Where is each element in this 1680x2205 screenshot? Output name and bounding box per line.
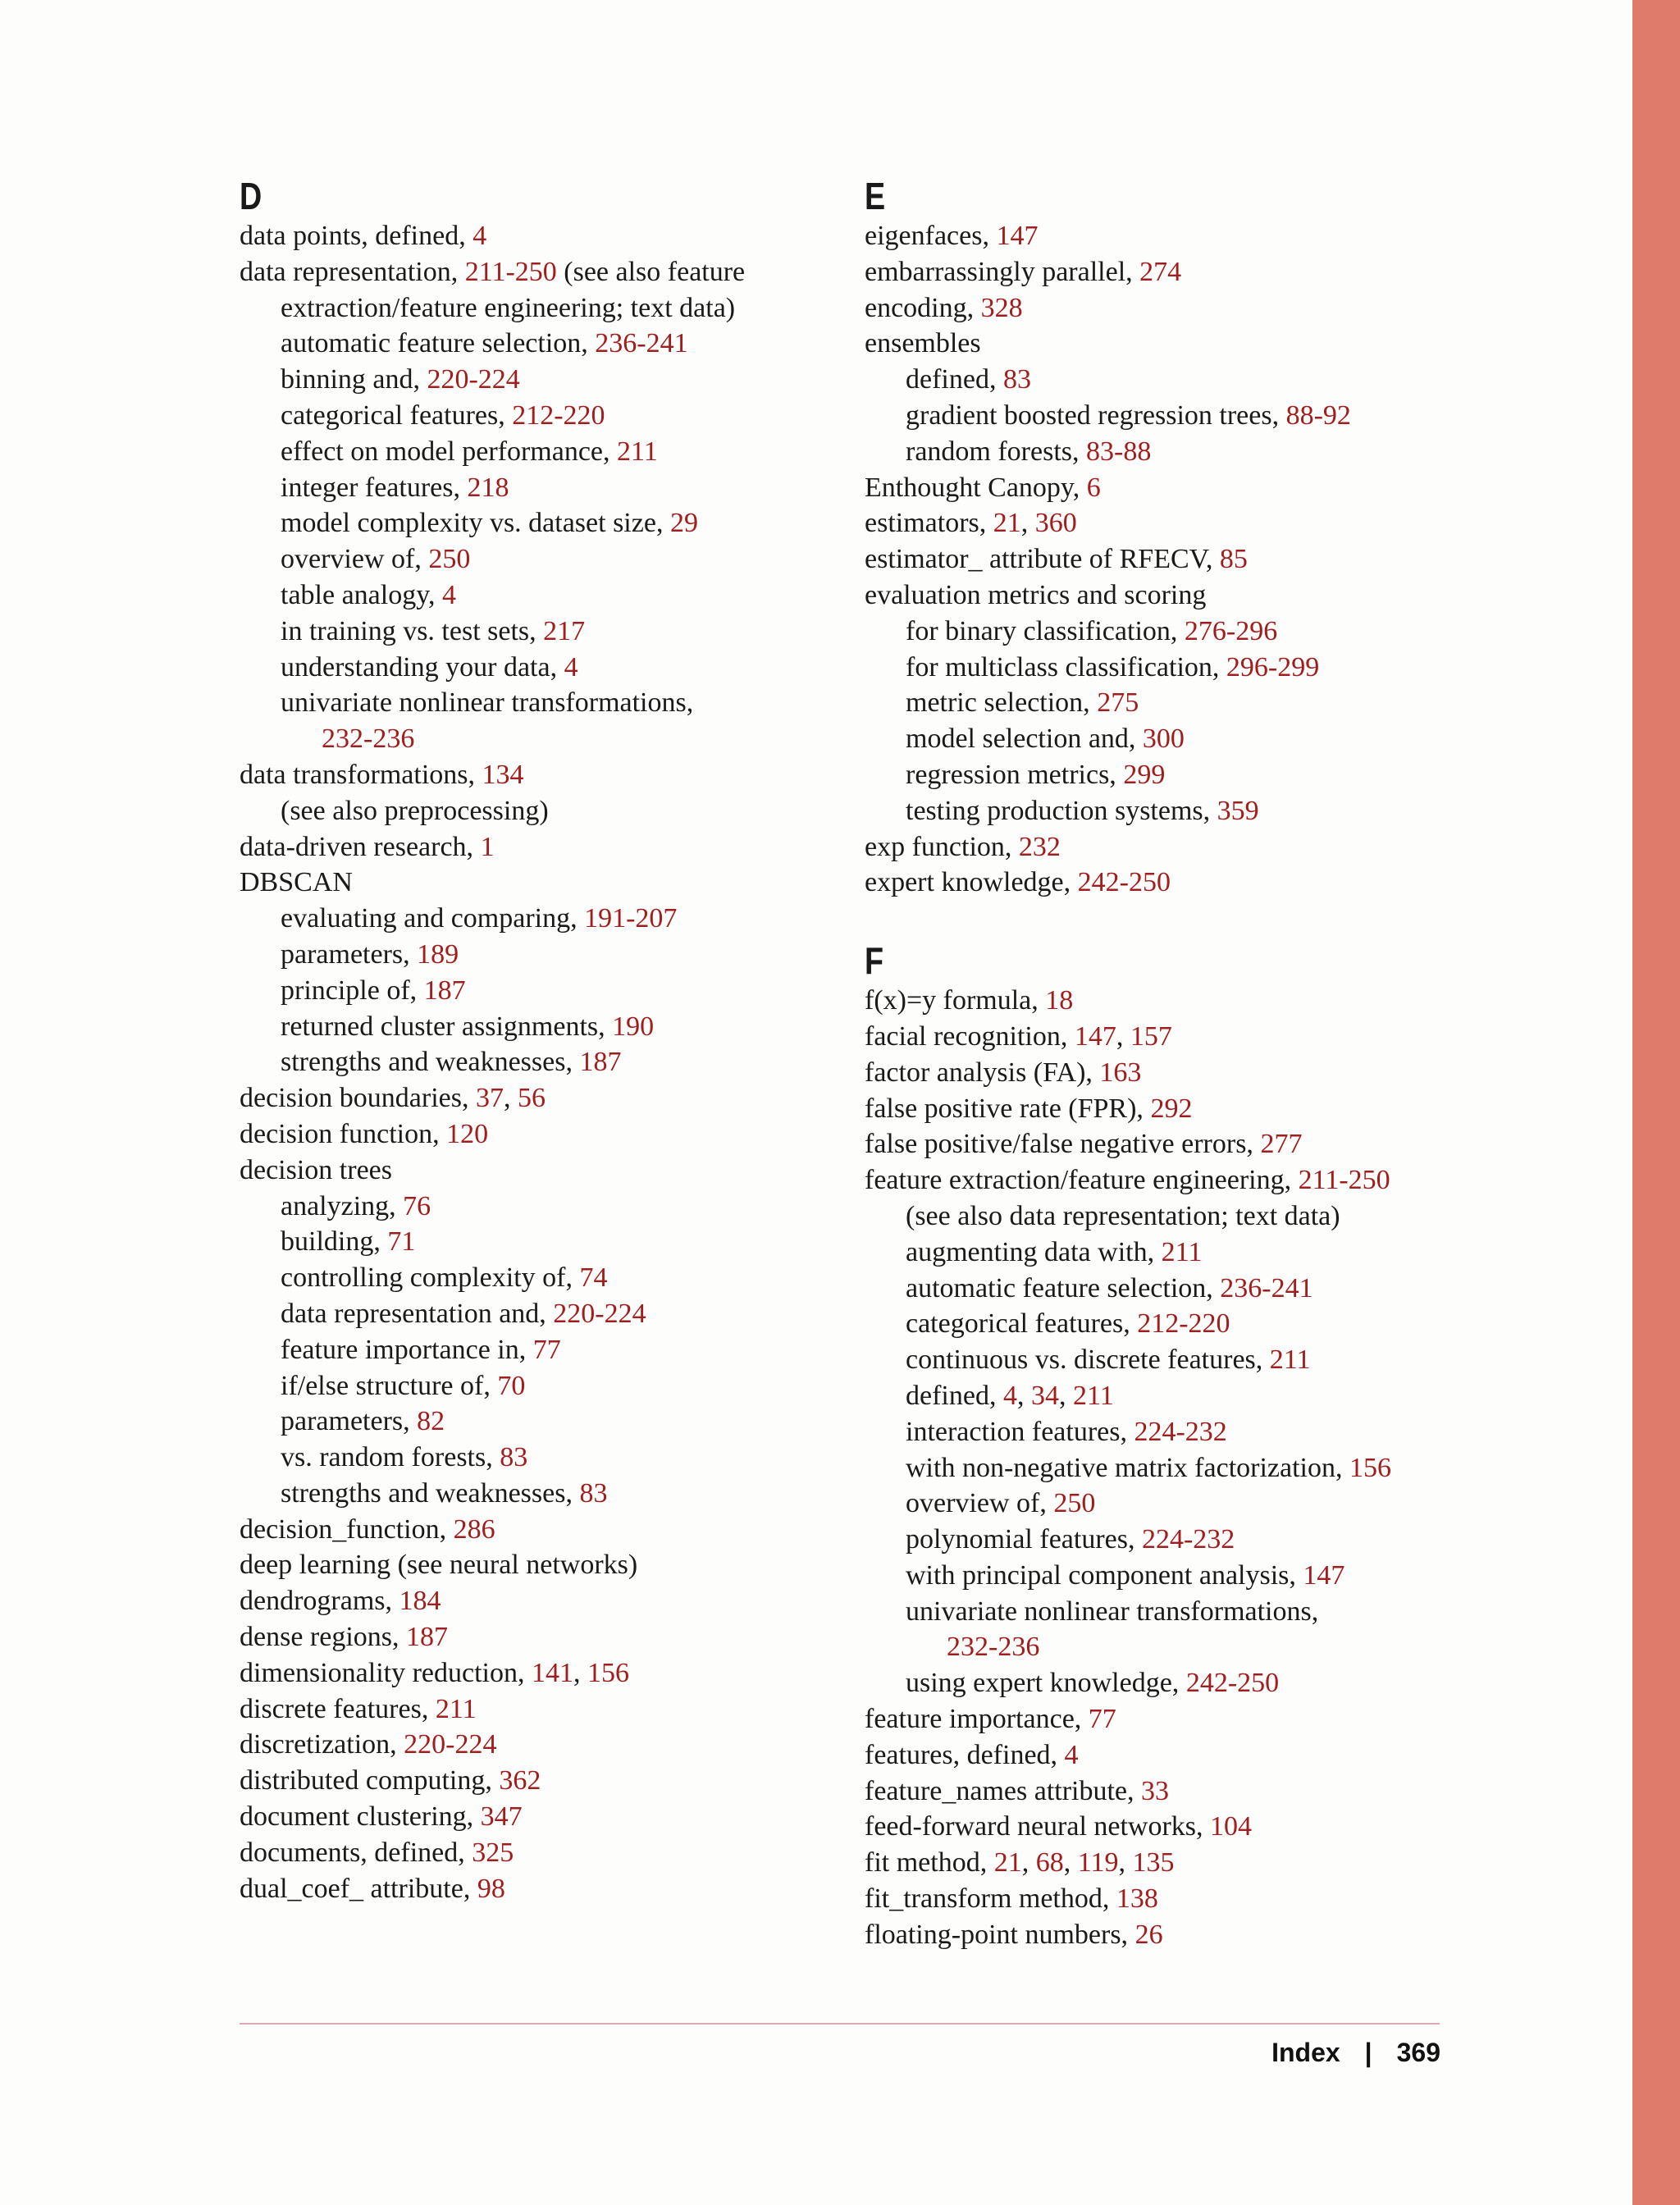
entry-term: for multiclass classification, (906, 651, 1226, 682)
page-ref-link[interactable]: 250 (428, 544, 471, 575)
page-ref-link[interactable]: 88-92 (1285, 399, 1351, 431)
entry-term: decision trees (240, 1154, 392, 1185)
page-ref-link[interactable]: 236-241 (595, 328, 688, 359)
page-ref-link[interactable]: 211 (1269, 1344, 1311, 1376)
index-entry (865, 470, 1472, 506)
index-subentry (865, 1198, 1472, 1235)
index-subentry (865, 1450, 1472, 1486)
index-subentry (240, 1476, 847, 1512)
page-ref-link[interactable]: 6 (1086, 472, 1101, 503)
page-ref-link[interactable]: 242-250 (1077, 867, 1171, 898)
page-ref-link[interactable]: 4 (472, 221, 487, 251)
index-subentry (240, 1260, 847, 1296)
page-ref-link[interactable]: 211 (1161, 1236, 1203, 1267)
page-ref-link[interactable]: 232-236 (322, 724, 415, 755)
page-ref-link[interactable]: 217 (543, 615, 586, 646)
page-ref-link[interactable]: 359 (1217, 795, 1259, 826)
page-ref-link[interactable]: 212-220 (512, 399, 605, 431)
index-entry (240, 1835, 847, 1871)
entry-term: parameters, (281, 1406, 418, 1437)
entry-term: feature importance in, (281, 1334, 533, 1365)
page-ref-link[interactable]: 232 (1018, 831, 1061, 862)
page-ref-link[interactable]: 286 (453, 1513, 495, 1545)
entry-term: factor analysis (FA), (865, 1057, 1100, 1088)
entry-term: analyzing, (281, 1190, 404, 1221)
index-subentry (865, 1665, 1472, 1701)
entry-term: if/else structure of, (281, 1370, 498, 1401)
page-ref-link[interactable]: 250 (1053, 1488, 1096, 1519)
index-subentry (240, 1332, 847, 1368)
page-ref-link[interactable]: 299 (1123, 759, 1166, 790)
page-ref-link[interactable]: 187 (406, 1622, 449, 1653)
index-subentry (240, 1440, 847, 1476)
page-ref-link[interactable]: 157 (1130, 1020, 1172, 1052)
entry-term: evaluating and comparing, (281, 903, 585, 934)
index-subentry (240, 290, 847, 326)
entry-term: strengths and weaknesses, (281, 1047, 580, 1078)
entry-term: estimators, (865, 508, 993, 539)
index-subentry (865, 1594, 1472, 1630)
entry-term: data transformations, (240, 759, 482, 790)
entry-term: polynomial features, (906, 1524, 1142, 1555)
page-ref-link[interactable]: 34 (1030, 1380, 1059, 1411)
page-ref-link[interactable]: 1 (480, 831, 495, 862)
page-ref-link[interactable]: 328 (980, 292, 1023, 323)
entry-term: expert knowledge, (865, 867, 1078, 898)
page-ref-link[interactable]: 68 (1035, 1847, 1064, 1879)
index-subentry (240, 326, 847, 362)
page-ref-link[interactable]: 77 (532, 1334, 561, 1365)
index-entry (865, 1162, 1472, 1198)
index-entry: estimators, 21, 360 (865, 508, 1077, 539)
entry-term: model complexity vs. dataset size, (281, 508, 670, 539)
index-subentry (865, 398, 1472, 434)
index-subentry (865, 1414, 1472, 1450)
page-ref-link[interactable]: 211 (435, 1693, 477, 1724)
page-ref-link[interactable]: 147 (1074, 1020, 1116, 1052)
index-subentry (865, 650, 1472, 686)
index-entry: fit method, 21, 68, 119, 135 (865, 1847, 1175, 1879)
page-ref-link[interactable]: 292 (1150, 1093, 1193, 1124)
page-number: 369 (1396, 2038, 1440, 2067)
index-subentry (865, 362, 1472, 398)
index-column-right (865, 174, 1472, 1953)
entry-term: augmenting data with, (906, 1236, 1162, 1267)
index-entry (240, 1547, 847, 1583)
entry-term: controlling complexity of, (281, 1262, 580, 1294)
index-entry (865, 218, 1472, 254)
index-entry (865, 1881, 1472, 1917)
index-subentry (240, 1189, 847, 1225)
entry-term: feature extraction/feature engineering, (865, 1165, 1299, 1196)
index-entry (865, 541, 1472, 578)
section-letter: F (865, 939, 884, 983)
entry-term: decision_function, (240, 1513, 454, 1545)
page-ref-link[interactable]: 138 (1116, 1883, 1158, 1915)
entry-term: DBSCAN (240, 867, 353, 898)
entry-term: data representation and, (281, 1298, 554, 1329)
entry-term: evaluation metrics and scoring (865, 579, 1207, 610)
page-ref-link[interactable]: 70 (497, 1370, 526, 1401)
entry-term: dense regions, (240, 1622, 407, 1653)
page-ref-link[interactable]: 277 (1260, 1129, 1303, 1160)
entry-term: for binary classification, (906, 615, 1185, 646)
page-ref-link[interactable]: 120 (446, 1118, 489, 1149)
entry-term: document clustering, (240, 1801, 481, 1833)
index-subentry (240, 470, 847, 506)
entry-term: encoding, (865, 292, 981, 323)
footer-separator: | (1364, 2038, 1372, 2067)
index-entry (240, 1153, 847, 1189)
entry-term: (see also data representation; text data) (906, 1200, 1340, 1231)
page-ref-link[interactable]: 300 (1142, 724, 1185, 755)
page-ref-link[interactable]: 4 (1064, 1739, 1079, 1770)
index-subentry (865, 1486, 1472, 1522)
page-ref-link[interactable]: 236-241 (1220, 1272, 1313, 1303)
index-subentry (240, 650, 847, 686)
entry-term: overview of, (281, 544, 429, 575)
section-letter: E (865, 175, 886, 217)
entry-term: metric selection, (906, 687, 1098, 719)
entry-term: effect on model performance, (281, 436, 618, 467)
entry-term: principle of, (281, 975, 424, 1006)
entry-term: defined, (906, 364, 1003, 395)
page-ref-link[interactable]: 224-232 (1134, 1416, 1227, 1447)
entry-term: (see also preprocessing) (281, 795, 549, 826)
entry-term: categorical features, (906, 1308, 1138, 1340)
index-entry (240, 1727, 847, 1763)
index-subentry (240, 1296, 847, 1332)
footer-rule (240, 2023, 1440, 2025)
index-entry (240, 1619, 847, 1655)
index-subentry (240, 685, 847, 721)
index-column-left (240, 174, 847, 1906)
page-ref-link[interactable]: 191-207 (584, 903, 678, 934)
entry-term: data-driven research, (240, 831, 481, 862)
section-letter: D (240, 175, 262, 217)
index-subentry (240, 578, 847, 614)
index-subentry (240, 937, 847, 973)
index-entry (240, 757, 847, 793)
page-ref-link[interactable]: 211-250 (464, 256, 557, 287)
page-ref-link[interactable]: 212-220 (1137, 1308, 1230, 1340)
page-ref-link[interactable]: 218 (467, 472, 509, 503)
index-entry (865, 1737, 1472, 1774)
page-ref-link[interactable]: 296-299 (1226, 651, 1320, 682)
index-entry (240, 1871, 847, 1907)
index-entry (865, 290, 1472, 326)
entry-term: random forests, (906, 436, 1087, 467)
entry-term: binning and, (281, 364, 427, 395)
entry-term: integer features, (281, 472, 468, 503)
index-entry (865, 1774, 1472, 1810)
page-ref-link[interactable]: 347 (480, 1801, 523, 1833)
page-ref-link[interactable]: 56 (518, 1083, 546, 1114)
entry-term: extraction/feature engineering; text data) (281, 292, 736, 323)
page-ref-link[interactable]: 18 (1045, 985, 1074, 1016)
index-entry (240, 829, 847, 865)
entry-term: features, defined, (865, 1739, 1065, 1770)
entry-term: dual_coef_ attribute, (240, 1873, 477, 1904)
index-entry (240, 218, 847, 254)
index-entry (865, 983, 1472, 1019)
page-ref-link[interactable]: 275 (1097, 687, 1139, 719)
entry-term: automatic feature selection, (281, 328, 596, 359)
entry-term: returned cluster assignments, (281, 1011, 613, 1042)
index-entry (865, 1917, 1472, 1953)
index-entry (865, 829, 1472, 865)
index-subentry (865, 614, 1472, 650)
page-ref-link[interactable]: 189 (417, 938, 459, 970)
page-ref-link[interactable]: 187 (579, 1047, 622, 1078)
page-ref-link[interactable]: 141 (532, 1657, 573, 1688)
index-subentry (865, 1629, 1472, 1665)
page-ref-link[interactable]: 119 (1077, 1847, 1119, 1879)
entry-term: strengths and weaknesses, (281, 1477, 580, 1509)
index-entry (240, 1691, 847, 1728)
entry-term: estimator_ attribute of RFECV, (865, 544, 1220, 575)
page-ref-link[interactable]: 21 (993, 1847, 1022, 1879)
page-ref-link[interactable]: 187 (423, 975, 466, 1006)
page-ref-link[interactable]: 83 (1002, 364, 1031, 395)
index-entry (865, 1055, 1472, 1091)
index-subentry (865, 757, 1472, 793)
index-subentry (240, 614, 847, 650)
index-entry (240, 1583, 847, 1619)
entry-term: exp function, (865, 831, 1019, 862)
entry-term: with principal component analysis, (906, 1559, 1303, 1591)
entry-term: parameters, (281, 938, 418, 970)
entry-term: dendrograms, (240, 1586, 399, 1617)
index-subentry (240, 541, 847, 578)
page-ref-link[interactable]: 211 (617, 436, 658, 467)
index-entry (865, 578, 1472, 614)
entry-term: using expert knowledge, (906, 1668, 1186, 1699)
footer-label: Index (1271, 2038, 1340, 2067)
index-subentry (865, 1522, 1472, 1558)
entry-term: understanding your data, (281, 651, 564, 682)
see-also-note: (see also feature (556, 256, 746, 287)
index-subentry (240, 1044, 847, 1080)
entry-term: false positive rate (FPR), (865, 1093, 1151, 1124)
entry-term: facial recognition, (865, 1020, 1075, 1052)
page-ref-link[interactable]: 4 (1002, 1380, 1017, 1411)
page-ref-link[interactable]: 147 (996, 221, 1039, 251)
entry-term: regression metrics, (906, 759, 1124, 790)
entry-term: continuous vs. discrete features, (906, 1344, 1270, 1376)
index-subentry (865, 1271, 1472, 1307)
index-entry (865, 1809, 1472, 1845)
page-ref-link[interactable]: 220-224 (553, 1298, 646, 1329)
page-ref-link[interactable]: 220-224 (427, 364, 520, 395)
index-entry (865, 1701, 1472, 1737)
page-ref-link[interactable]: 29 (669, 508, 698, 539)
page-ref-link[interactable]: 77 (1088, 1704, 1116, 1735)
index-subentry (865, 434, 1472, 470)
page-ref-link[interactable]: 190 (612, 1011, 655, 1042)
entry-term: ensembles (865, 328, 981, 359)
page-ref-link[interactable]: 4 (564, 651, 578, 682)
page-ref-link[interactable]: 98 (477, 1873, 505, 1904)
page-ref-link[interactable]: 21 (993, 508, 1021, 539)
entry-term: documents, defined, (240, 1837, 472, 1868)
page-ref-link[interactable]: 135 (1132, 1847, 1175, 1879)
page-ref-link[interactable]: 242-250 (1185, 1668, 1280, 1699)
index-subentry (865, 1235, 1472, 1271)
page-ref-link[interactable]: 104 (1210, 1811, 1253, 1842)
entry-term: dimensionality reduction, (240, 1657, 532, 1688)
index-subentry (865, 793, 1472, 829)
entry-term: data points, defined, (240, 221, 473, 251)
page-edge-tab (1632, 0, 1680, 2205)
page-ref-link[interactable]: 83-88 (1086, 436, 1152, 467)
index-entry (240, 1512, 847, 1548)
index-subentry (240, 721, 847, 757)
page-ref-link[interactable]: 211 (1072, 1380, 1114, 1411)
page-ref-link[interactable]: 83 (579, 1477, 608, 1509)
index-entry (240, 1799, 847, 1835)
entry-term: building, (281, 1226, 388, 1258)
index-subentry (240, 973, 847, 1009)
index-subentry (240, 434, 847, 470)
page-ref-link[interactable]: 232-236 (947, 1632, 1040, 1663)
index-entry (240, 254, 847, 290)
entry-term: false positive/false negative errors, (865, 1129, 1261, 1160)
page-ref-link[interactable]: 325 (472, 1837, 514, 1868)
entry-term: with non-negative matrix factorization, (906, 1452, 1349, 1483)
page-footer (1148, 2034, 1440, 2070)
page-ref-link[interactable]: 26 (1134, 1919, 1163, 1950)
page-ref-link[interactable]: 147 (1303, 1559, 1345, 1591)
page-ref-link[interactable]: 156 (587, 1657, 629, 1688)
entry-term: automatic feature selection, (906, 1272, 1221, 1303)
entry-term: discretization, (240, 1729, 404, 1760)
index-entry (865, 1091, 1472, 1127)
entry-term: univariate nonlinear transformations, (281, 687, 694, 719)
page-ref-link[interactable]: 76 (403, 1190, 431, 1221)
page-ref-link[interactable]: 4 (442, 579, 456, 610)
page-ref-link[interactable]: 85 (1219, 544, 1248, 575)
index-subentry (240, 1224, 847, 1260)
index-entry (865, 254, 1472, 290)
index-subentry (240, 793, 847, 829)
index-subentry (865, 721, 1472, 757)
index-entry (865, 1126, 1472, 1162)
entry-term: gradient boosted regression trees, (906, 399, 1286, 431)
entry-term: deep learning (see neural networks) (240, 1550, 638, 1581)
entry-term: decision function, (240, 1118, 447, 1149)
entry-term: fit_transform method, (865, 1883, 1116, 1915)
index-subentry (240, 362, 847, 398)
entry-term: data representation, (240, 256, 465, 287)
page-ref-link[interactable]: 224-232 (1141, 1524, 1235, 1555)
entry-term: f(x)=y formula, (865, 985, 1046, 1016)
page-ref-link[interactable]: 276-296 (1184, 615, 1278, 646)
entry-term: table analogy, (281, 579, 442, 610)
entry-term: feature_names attribute, (865, 1775, 1142, 1806)
entry-term: feed-forward neural networks, (865, 1811, 1211, 1842)
index-subentry (240, 505, 847, 541)
entry-term: testing production systems, (906, 795, 1217, 826)
index-entry (865, 326, 1472, 362)
entry-term: embarrassingly parallel, (865, 256, 1140, 287)
index-entry (240, 1116, 847, 1153)
index-entry: dimensionality reduction, 141, 156 (240, 1657, 629, 1688)
page-ref-link[interactable]: 274 (1139, 256, 1182, 287)
entry-term: categorical features, (281, 399, 513, 431)
entry-term: in training vs. test sets, (281, 615, 544, 646)
index-subentry (865, 1342, 1472, 1378)
page-ref-link[interactable]: 211-250 (1298, 1165, 1390, 1196)
page-ref-link[interactable]: 156 (1349, 1452, 1391, 1483)
index-entry (865, 865, 1472, 901)
page-ref-link[interactable]: 362 (499, 1765, 541, 1796)
entry-term: eigenfaces, (865, 221, 997, 251)
page-ref-link[interactable]: 74 (579, 1262, 608, 1294)
entry-term: interaction features, (906, 1416, 1134, 1447)
page-ref-link[interactable]: 220-224 (404, 1729, 497, 1760)
entry-term: fit method, (865, 1847, 994, 1879)
entry-term: decision boundaries, (240, 1083, 476, 1114)
entry-term: model selection and, (906, 724, 1143, 755)
index-subentry (240, 901, 847, 937)
page-ref-link[interactable]: 134 (482, 759, 524, 790)
index-subentry (240, 398, 847, 434)
page-ref-link[interactable]: 82 (417, 1406, 445, 1437)
index-subentry (240, 1404, 847, 1440)
index-entry (240, 865, 847, 901)
index-subentry: defined, 4, 34, 211 (906, 1380, 1114, 1411)
index-subentry (240, 1009, 847, 1045)
entry-term: defined, (906, 1380, 1003, 1411)
page-ref-link[interactable]: 37 (476, 1083, 504, 1114)
entry-term: overview of, (906, 1488, 1054, 1519)
page-ref-link[interactable]: 83 (500, 1442, 528, 1473)
entry-term: discrete features, (240, 1693, 436, 1724)
page-ref-link[interactable]: 360 (1034, 508, 1077, 539)
entry-term: feature importance, (865, 1704, 1089, 1735)
index-subentry (240, 1368, 847, 1404)
index-subentry (865, 685, 1472, 721)
index-entry: facial recognition, 147, 157 (865, 1020, 1172, 1052)
entry-term: vs. random forests, (281, 1442, 500, 1473)
entry-term: univariate nonlinear transformations, (906, 1596, 1319, 1627)
index-subentry (865, 1306, 1472, 1342)
entry-term: distributed computing, (240, 1765, 500, 1796)
page-ref-link[interactable]: 163 (1099, 1057, 1142, 1088)
index-entry (240, 1763, 847, 1799)
page-ref-link[interactable]: 33 (1141, 1775, 1170, 1806)
page-ref-link[interactable]: 184 (399, 1586, 441, 1617)
entry-term: Enthought Canopy, (865, 472, 1087, 503)
index-subentry (865, 1558, 1472, 1594)
entry-term: floating-point numbers, (865, 1919, 1135, 1950)
index-entry: decision boundaries, 37, 56 (240, 1083, 546, 1114)
page-ref-link[interactable]: 71 (387, 1226, 416, 1258)
